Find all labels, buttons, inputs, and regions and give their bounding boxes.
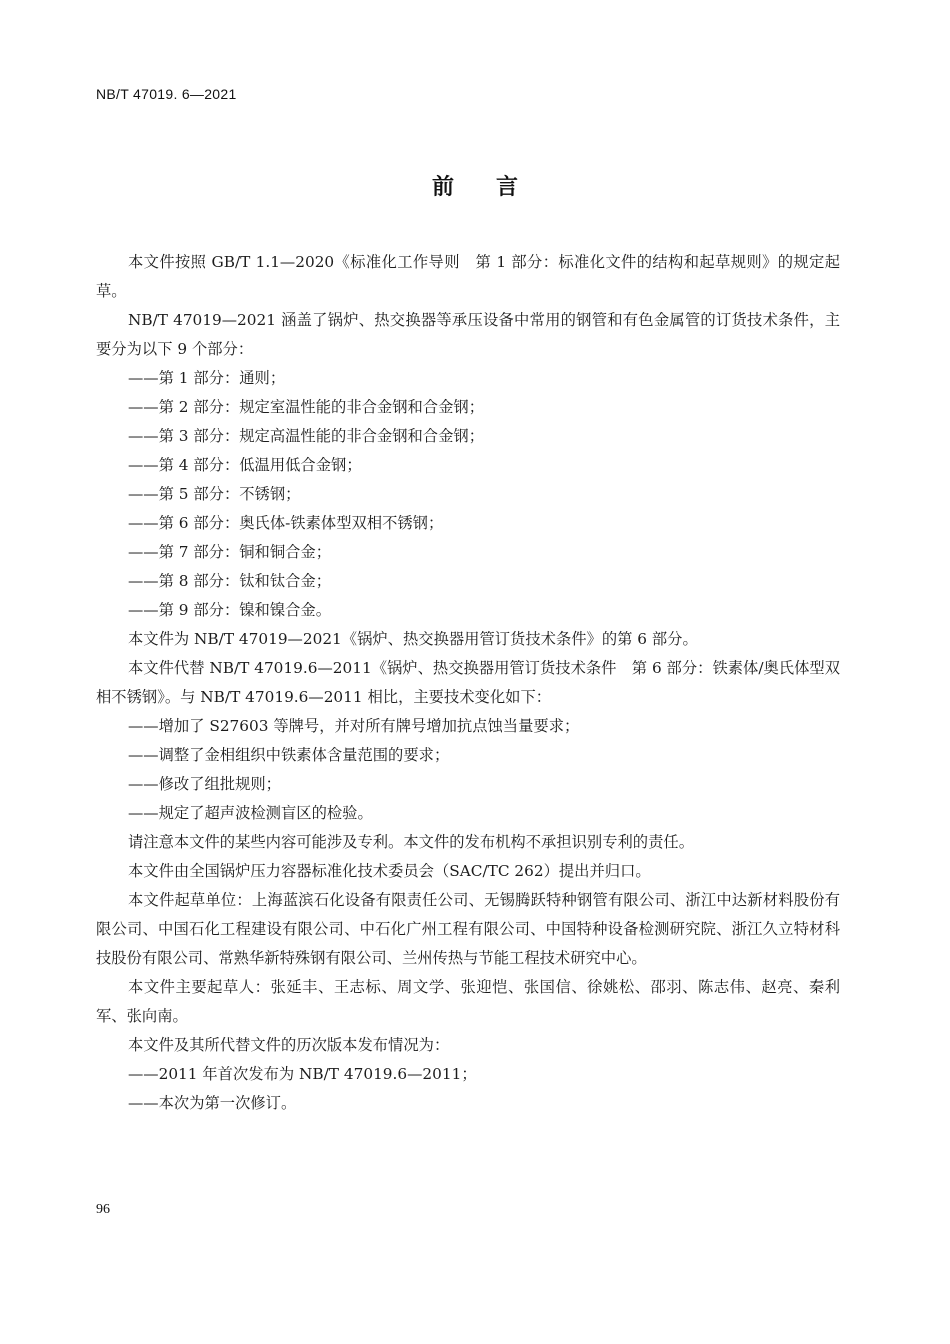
list-item: ——第 9 部分：镍和镍合金。 — [128, 601, 332, 619]
list-item: ——2011 年首次发布为 NB/T 47019.6—2011； — [128, 1065, 477, 1083]
paragraph-part-statement: 本文件为 NB/T 47019—2021《锅炉、热交换器用管订货技术条件》的第 6 部分。 — [128, 630, 698, 648]
list-item: ——第 1 部分：通则； — [128, 369, 286, 387]
paragraph-patent-notice: 请注意本文件的某些内容可能涉及专利。本文件的发布机构不承担识别专利的责任。 — [128, 833, 694, 851]
list-item: ——第 3 部分：规定高温性能的非合金钢和合金钢； — [128, 427, 484, 445]
paragraph-drafting-rules: 本文件按照 GB/T 1.1—2020《标准化工作导则 第 1 部分：标准化文件的结构和起草规则》的规定起草。 — [96, 253, 840, 300]
paragraph-replacement: 本文件代替 NB/T 47019.6—2011《锅炉、热交换器用管订货技术条件 第 6 部分：铁素体/奥氏体型双相不锈钢》。与 NB/T 47019.6—2011 相比，主要技术变化如下： — [96, 659, 840, 706]
paragraph-drafters: 本文件主要起草人：张延丰、王志标、周文学、张迎恺、张国信、徐姚松、邵羽、陈志伟、赵亮、秦利军、张向南。 — [96, 978, 840, 1025]
foreword-body — [96, 248, 840, 1118]
paragraph-drafting-units: 本文件起草单位：上海蓝滨石化设备有限责任公司、无锡腾跃特种钢管有限公司、浙江中达新材料股份有限公司、中国石化工程建设有限公司、中石化广州工程有限公司、中国特种设备检测研究院、浙江久立特材科技股份有限公司、常熟华新特殊钢有限公司、兰州传热与节能工程技术研究中心。 — [96, 891, 840, 967]
list-item: ——调整了金相组织中铁素体含量范围的要求； — [128, 746, 450, 764]
document-number: NB/T 47019. 6—2021 — [96, 86, 237, 102]
list-item: ——第 8 部分：钛和钛合金； — [128, 572, 332, 590]
list-item: ——第 7 部分：铜和铜合金； — [128, 543, 332, 561]
list-item: ——规定了超声波检测盲区的检验。 — [128, 804, 373, 822]
page-title: 前言 — [431, 175, 560, 200]
list-item: ——第 6 部分：奥氏体-铁素体型双相不锈钢； — [128, 514, 444, 532]
list-item: ——修改了组批规则； — [128, 775, 281, 793]
list-item: ——第 2 部分：规定室温性能的非合金钢和合金钢； — [128, 398, 484, 416]
list-item: ——本次为第一次修订。 — [128, 1094, 297, 1112]
list-item: ——第 5 部分：不锈钢； — [128, 485, 301, 503]
list-item: ——增加了 S27603 等牌号，并对所有牌号增加抗点蚀当量要求； — [128, 717, 580, 735]
list-item: ——第 4 部分：低温用低合金钢； — [128, 456, 362, 474]
paragraph-scope: NB/T 47019—2021 涵盖了锅炉、热交换器等承压设备中常用的钢管和有色金属管的订货技术条件，主要分为以下 9 个部分： — [96, 311, 840, 358]
paragraph-history: 本文件及其所代替文件的历次版本发布情况为： — [128, 1036, 450, 1054]
paragraph-proposer: 本文件由全国锅炉压力容器标准化技术委员会（SAC/TC 262）提出并归口。 — [128, 862, 651, 880]
page-number: 96 — [96, 1202, 110, 1217]
